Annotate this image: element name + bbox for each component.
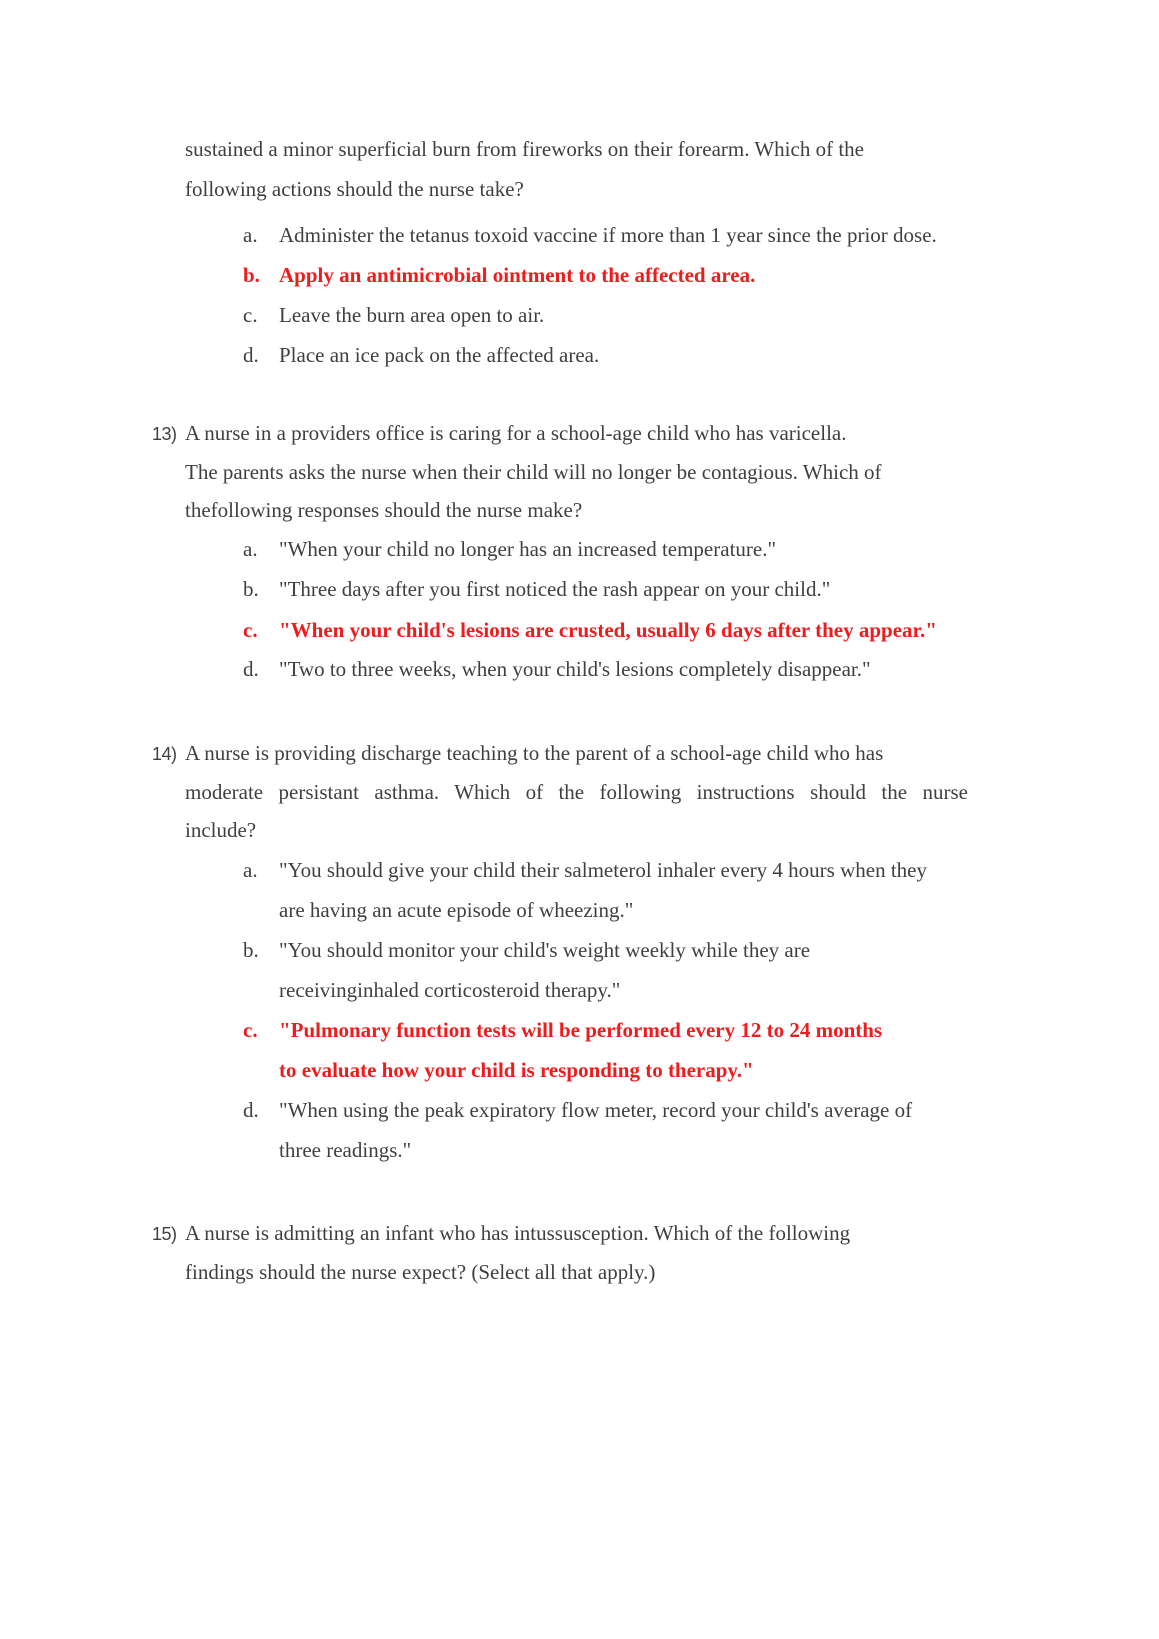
q13-option-d-text: "Two to three weeks, when your child's lesions completely disappear." — [279, 657, 871, 681]
q12-option-b-letter-correct: b. — [243, 263, 260, 287]
q14-option-c-letter-correct: c. — [243, 1018, 258, 1042]
q14-stem-line1: A nurse is providing discharge teaching to the parent of a school-age child who has — [185, 741, 884, 765]
q14-option-d-line2: three readings." — [279, 1138, 412, 1162]
q14-option-c-line2-correct: to evaluate how your child is responding to therapy." — [279, 1058, 754, 1082]
q12-option-d-letter: d. — [243, 343, 259, 367]
q14-option-b-line1: "You should monitor your child's weight weekly while they are — [279, 938, 811, 962]
q14-option-a-letter: a. — [243, 858, 258, 882]
q12-stem-line2: following actions should the nurse take? — [185, 177, 524, 201]
q12-option-d-text: Place an ice pack on the affected area. — [279, 343, 600, 367]
q13-stem-line1: A nurse in a providers office is caring for a school-age child who has varicella. — [185, 421, 847, 445]
q14-option-c-line1-correct: "Pulmonary function tests will be performed every 12 to 24 months — [279, 1018, 883, 1042]
q14-option-d-letter: d. — [243, 1098, 259, 1122]
q13-option-d-letter: d. — [243, 657, 259, 681]
q14-number: 14) — [152, 744, 177, 764]
q13-option-b-letter: b. — [243, 577, 259, 601]
q15-number: 15) — [152, 1224, 177, 1244]
q12-option-a-letter: a. — [243, 223, 258, 247]
q12-option-b-text-correct: Apply an antimicrobial ointment to the affected area. — [279, 263, 756, 287]
q13-stem-line2: The parents asks the nurse when their child will no longer be contagious. Which of — [185, 460, 882, 484]
q13-option-c-letter-correct: c. — [243, 618, 258, 642]
q14-stem-line2: moderate persistant asthma. Which of the following instructions should the nurse — [185, 780, 968, 804]
q12-option-c-text: Leave the burn area open to air. — [279, 303, 545, 327]
q14-option-a-line1: "You should give your child their salmeterol inhaler every 4 hours when they — [279, 858, 927, 882]
q14-option-b-letter: b. — [243, 938, 259, 962]
q12-option-c-letter: c. — [243, 303, 258, 327]
q15-stem-line2: findings should the nurse expect? (Select all that apply.) — [185, 1260, 656, 1284]
q14-stem-line3: include? — [185, 818, 257, 842]
q12-option-a-text: Administer the tetanus toxoid vaccine if more than 1 year since the prior dose. — [279, 223, 937, 247]
q13-option-a-text: "When your child no longer has an increased temperature." — [279, 537, 777, 561]
q13-stem-line3: thefollowing responses should the nurse make? — [185, 498, 583, 522]
q13-option-a-letter: a. — [243, 537, 258, 561]
q13-number: 13) — [152, 424, 177, 444]
q14-option-b-line2: receivinginhaled corticosteroid therapy." — [279, 978, 621, 1002]
q13-option-b-text: "Three days after you first noticed the rash appear on your child." — [279, 577, 831, 601]
q14-option-d-line1: "When using the peak expiratory flow meter, record your child's average of — [279, 1098, 913, 1122]
q12-stem-line1: sustained a minor superficial burn from fireworks on their forearm. Which of the — [185, 137, 864, 161]
q15-stem-line1: A nurse is admitting an infant who has intussusception. Which of the following — [185, 1221, 851, 1245]
q13-option-c-text-correct: "When your child's lesions are crusted, usually 6 days after they appear." — [279, 618, 937, 642]
q14-option-a-line2: are having an acute episode of wheezing." — [279, 898, 634, 922]
